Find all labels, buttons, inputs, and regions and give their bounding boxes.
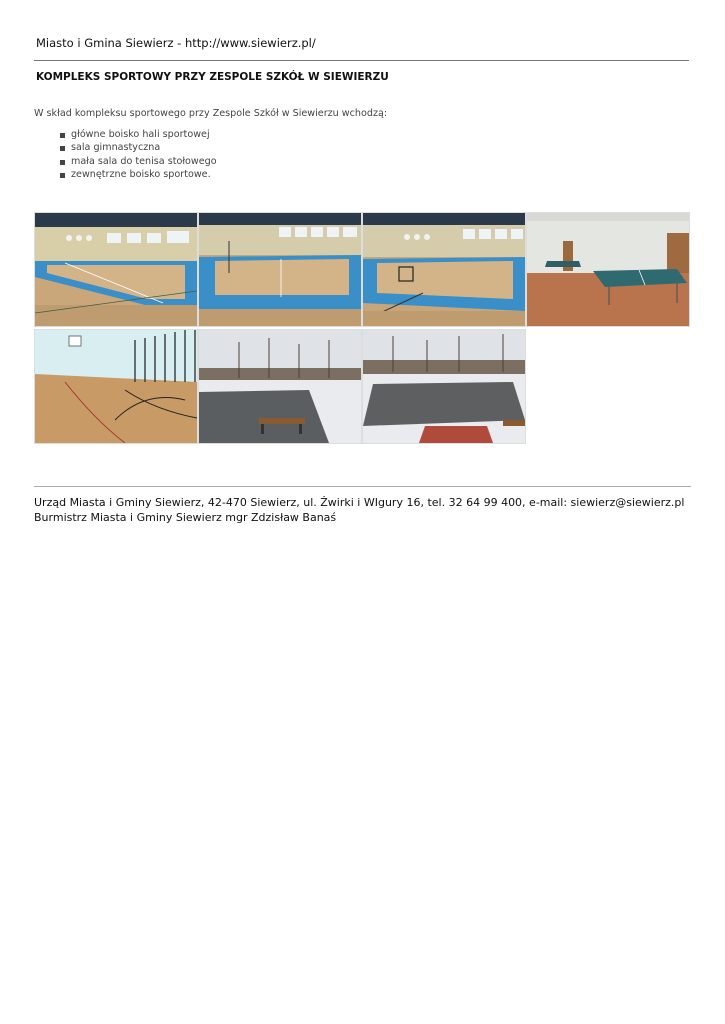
list-item [59,155,217,168]
footer-address: Urząd Miasta i Gminy Siewierz, 42-470 Siewierz, ul. Żwirki i WIgury 16, tel. 32 64 99 400, e-mail: siewierz@siewierz.pl [34,496,685,509]
outdoor-field-photo-2[interactable] [363,330,525,443]
list-item [59,168,217,181]
page-title: KOMPLEKS SPORTOWY PRZY ZESPOLE SZKÓŁ W SIEWIERZU [36,71,389,83]
intro-text: W skład kompleksu sportowego przy Zespole Szkół w Siewierzu wchodzą: [34,108,388,119]
list-item-text: sala gimnastyczna [71,142,161,154]
outdoor-field-photo-1[interactable] [199,330,361,443]
list-item [59,128,217,141]
hall-court-image [35,213,197,326]
hall-court-photo-3[interactable] [363,213,525,326]
outdoor-field-image [199,330,361,443]
table-tennis-photo[interactable] [527,213,689,326]
hall-court-image [363,213,525,326]
square-bullet-icon [60,173,65,178]
gym-photo[interactable] [35,330,197,443]
list-item [59,141,217,154]
footer-mayor: Burmistrz Miasta i Gminy Siewierz mgr Zdzisław Banaś [34,511,337,524]
page-header: Miasto i Gmina Siewierz - http://www.siewierz.pl/ [36,36,316,50]
hall-court-photo-1[interactable] [35,213,197,326]
header-divider [34,60,689,61]
gym-image [35,330,197,443]
square-bullet-icon [60,160,65,165]
square-bullet-icon [60,146,65,151]
list-item-text: zewnętrzne boisko sportowe. [71,168,211,180]
list-item-text: mała sala do tenisa stołowego [71,155,217,167]
square-bullet-icon [60,133,65,138]
photo-gallery [35,213,690,443]
hall-court-image [199,213,361,326]
table-tennis-image [527,213,689,326]
facility-list [59,128,217,181]
list-item-text: główne boisko hali sportowej [71,129,210,140]
page-footer [34,495,684,525]
footer-divider [34,486,691,487]
hall-court-photo-2[interactable] [199,213,361,326]
outdoor-field-image [363,330,525,443]
